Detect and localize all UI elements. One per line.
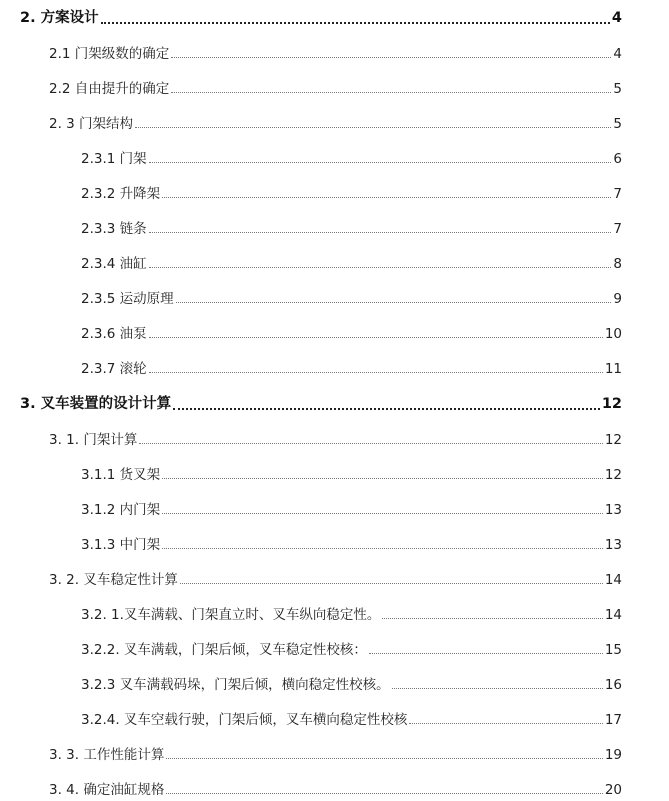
toc-entry-page: 4 bbox=[611, 10, 622, 26]
toc-entry-page: 12 bbox=[604, 467, 622, 483]
toc-entry-title: 3.1.2 内门架 bbox=[81, 502, 161, 518]
toc-entry[interactable] bbox=[81, 217, 622, 237]
toc-leader bbox=[135, 126, 611, 128]
toc-entry[interactable] bbox=[81, 287, 622, 307]
toc-entry[interactable] bbox=[81, 533, 622, 553]
toc-entry-page: 5 bbox=[613, 81, 622, 97]
toc-entry[interactable] bbox=[81, 463, 622, 483]
toc-entry[interactable] bbox=[81, 357, 622, 377]
toc-leader bbox=[149, 336, 603, 338]
toc-entry[interactable] bbox=[81, 322, 622, 342]
toc-entry-page: 5 bbox=[613, 116, 622, 132]
toc-leader bbox=[149, 266, 612, 268]
toc-leader bbox=[101, 21, 610, 24]
toc-entry-page: 15 bbox=[604, 642, 622, 658]
toc-entry[interactable] bbox=[81, 708, 622, 728]
toc-entry-page: 11 bbox=[604, 361, 622, 377]
toc-entry[interactable] bbox=[49, 743, 622, 763]
toc-entry-title: 2.3.4 油缸 bbox=[81, 256, 147, 272]
toc-entry-page: 10 bbox=[604, 326, 622, 342]
toc-leader bbox=[382, 617, 602, 619]
toc-entry-title: 2.3.2 升降架 bbox=[81, 186, 161, 202]
toc-leader bbox=[176, 301, 612, 303]
toc-entry-page: 13 bbox=[604, 502, 622, 518]
toc-entry-title: 3.2.4. 叉车空载行驶，门架后倾，叉车横向稳定性校核 bbox=[81, 712, 408, 728]
toc-leader bbox=[173, 407, 600, 410]
toc-entry-page: 6 bbox=[613, 151, 622, 167]
toc-entry-page: 7 bbox=[613, 221, 622, 237]
toc-entry[interactable] bbox=[81, 147, 622, 167]
toc-entry[interactable] bbox=[49, 428, 622, 448]
toc-leader bbox=[369, 652, 603, 654]
toc-entry[interactable] bbox=[81, 252, 622, 272]
toc-leader bbox=[149, 371, 603, 373]
toc-entry-page: 8 bbox=[613, 256, 622, 272]
toc-entry-page: 17 bbox=[604, 712, 622, 728]
toc-leader bbox=[166, 757, 602, 759]
toc-leader bbox=[171, 56, 611, 58]
toc-leader bbox=[162, 477, 603, 479]
toc-entry[interactable] bbox=[81, 182, 622, 202]
toc-entry-title: 3. 叉车装置的设计计算 bbox=[20, 396, 172, 412]
toc-entry-page: 19 bbox=[604, 747, 622, 763]
toc-entry[interactable] bbox=[49, 42, 622, 62]
toc-entry-title: 3. 1. 门架计算 bbox=[49, 432, 138, 448]
toc-entry-title: 3.1.1 货叉架 bbox=[81, 467, 161, 483]
toc-leader bbox=[162, 512, 603, 514]
toc-entry[interactable] bbox=[49, 112, 622, 132]
toc-entry[interactable] bbox=[49, 778, 622, 798]
toc-leader bbox=[162, 196, 611, 198]
toc-entry-title: 3. 3. 工作性能计算 bbox=[49, 747, 165, 763]
toc-leader bbox=[162, 547, 603, 549]
toc-entry-title: 2. 方案设计 bbox=[20, 10, 99, 26]
toc-entry-title: 3.2. 1.叉车满载、门架直立时、叉车纵向稳定性。 bbox=[81, 607, 381, 623]
toc-leader bbox=[166, 792, 602, 794]
toc-entry-page: 14 bbox=[604, 572, 622, 588]
toc-entry[interactable] bbox=[49, 77, 622, 97]
toc-entry[interactable] bbox=[49, 568, 622, 588]
toc-entry-title: 2.3.7 滚轮 bbox=[81, 361, 147, 377]
toc-entry-title: 2.1 门架级数的确定 bbox=[49, 46, 170, 62]
toc-entry-title: 2. 3 门架结构 bbox=[49, 116, 134, 132]
toc-entry-page: 20 bbox=[604, 782, 622, 798]
toc-entry[interactable] bbox=[81, 673, 622, 693]
toc-leader bbox=[171, 91, 611, 93]
toc-leader bbox=[409, 722, 602, 724]
toc-entry-title: 2.2 自由提升的确定 bbox=[49, 81, 170, 97]
toc-leader bbox=[149, 231, 612, 233]
toc-entry[interactable] bbox=[81, 603, 622, 623]
toc-entry-page: 9 bbox=[613, 291, 622, 307]
toc-entry-title: 3.2.3 叉车满载码垛，门架后倾，横向稳定性校核。 bbox=[81, 677, 390, 693]
toc-entry-title: 2.3.1 门架 bbox=[81, 151, 147, 167]
toc-entry-title: 2.3.6 油泵 bbox=[81, 326, 147, 342]
toc-entry-page: 12 bbox=[601, 396, 622, 412]
toc-leader bbox=[149, 161, 612, 163]
toc-entry-page: 13 bbox=[604, 537, 622, 553]
toc-entry-page: 14 bbox=[604, 607, 622, 623]
toc-entry-page: 16 bbox=[604, 677, 622, 693]
toc-entry-title: 2.3.3 链条 bbox=[81, 221, 147, 237]
toc-entry-title: 3.2.2. 叉车满载，门架后倾，叉车稳定性校核： bbox=[81, 642, 367, 658]
toc-entry-page: 4 bbox=[613, 46, 622, 62]
toc-entry-title: 3. 2. 叉车稳定性计算 bbox=[49, 572, 178, 588]
toc-leader bbox=[392, 687, 603, 689]
toc-entry-title: 2.3.5 运动原理 bbox=[81, 291, 174, 307]
toc-entry[interactable] bbox=[20, 6, 622, 27]
toc-entry[interactable] bbox=[81, 498, 622, 518]
toc-leader bbox=[180, 582, 603, 584]
toc-entry[interactable] bbox=[81, 638, 622, 658]
toc-entry-page: 7 bbox=[613, 186, 622, 202]
toc-entry-title: 3.1.3 中门架 bbox=[81, 537, 161, 553]
toc-leader bbox=[139, 442, 602, 444]
toc-entry[interactable] bbox=[20, 392, 622, 413]
toc-entry-page: 12 bbox=[604, 432, 622, 448]
toc-entry-title: 3. 4. 确定油缸规格 bbox=[49, 782, 165, 798]
